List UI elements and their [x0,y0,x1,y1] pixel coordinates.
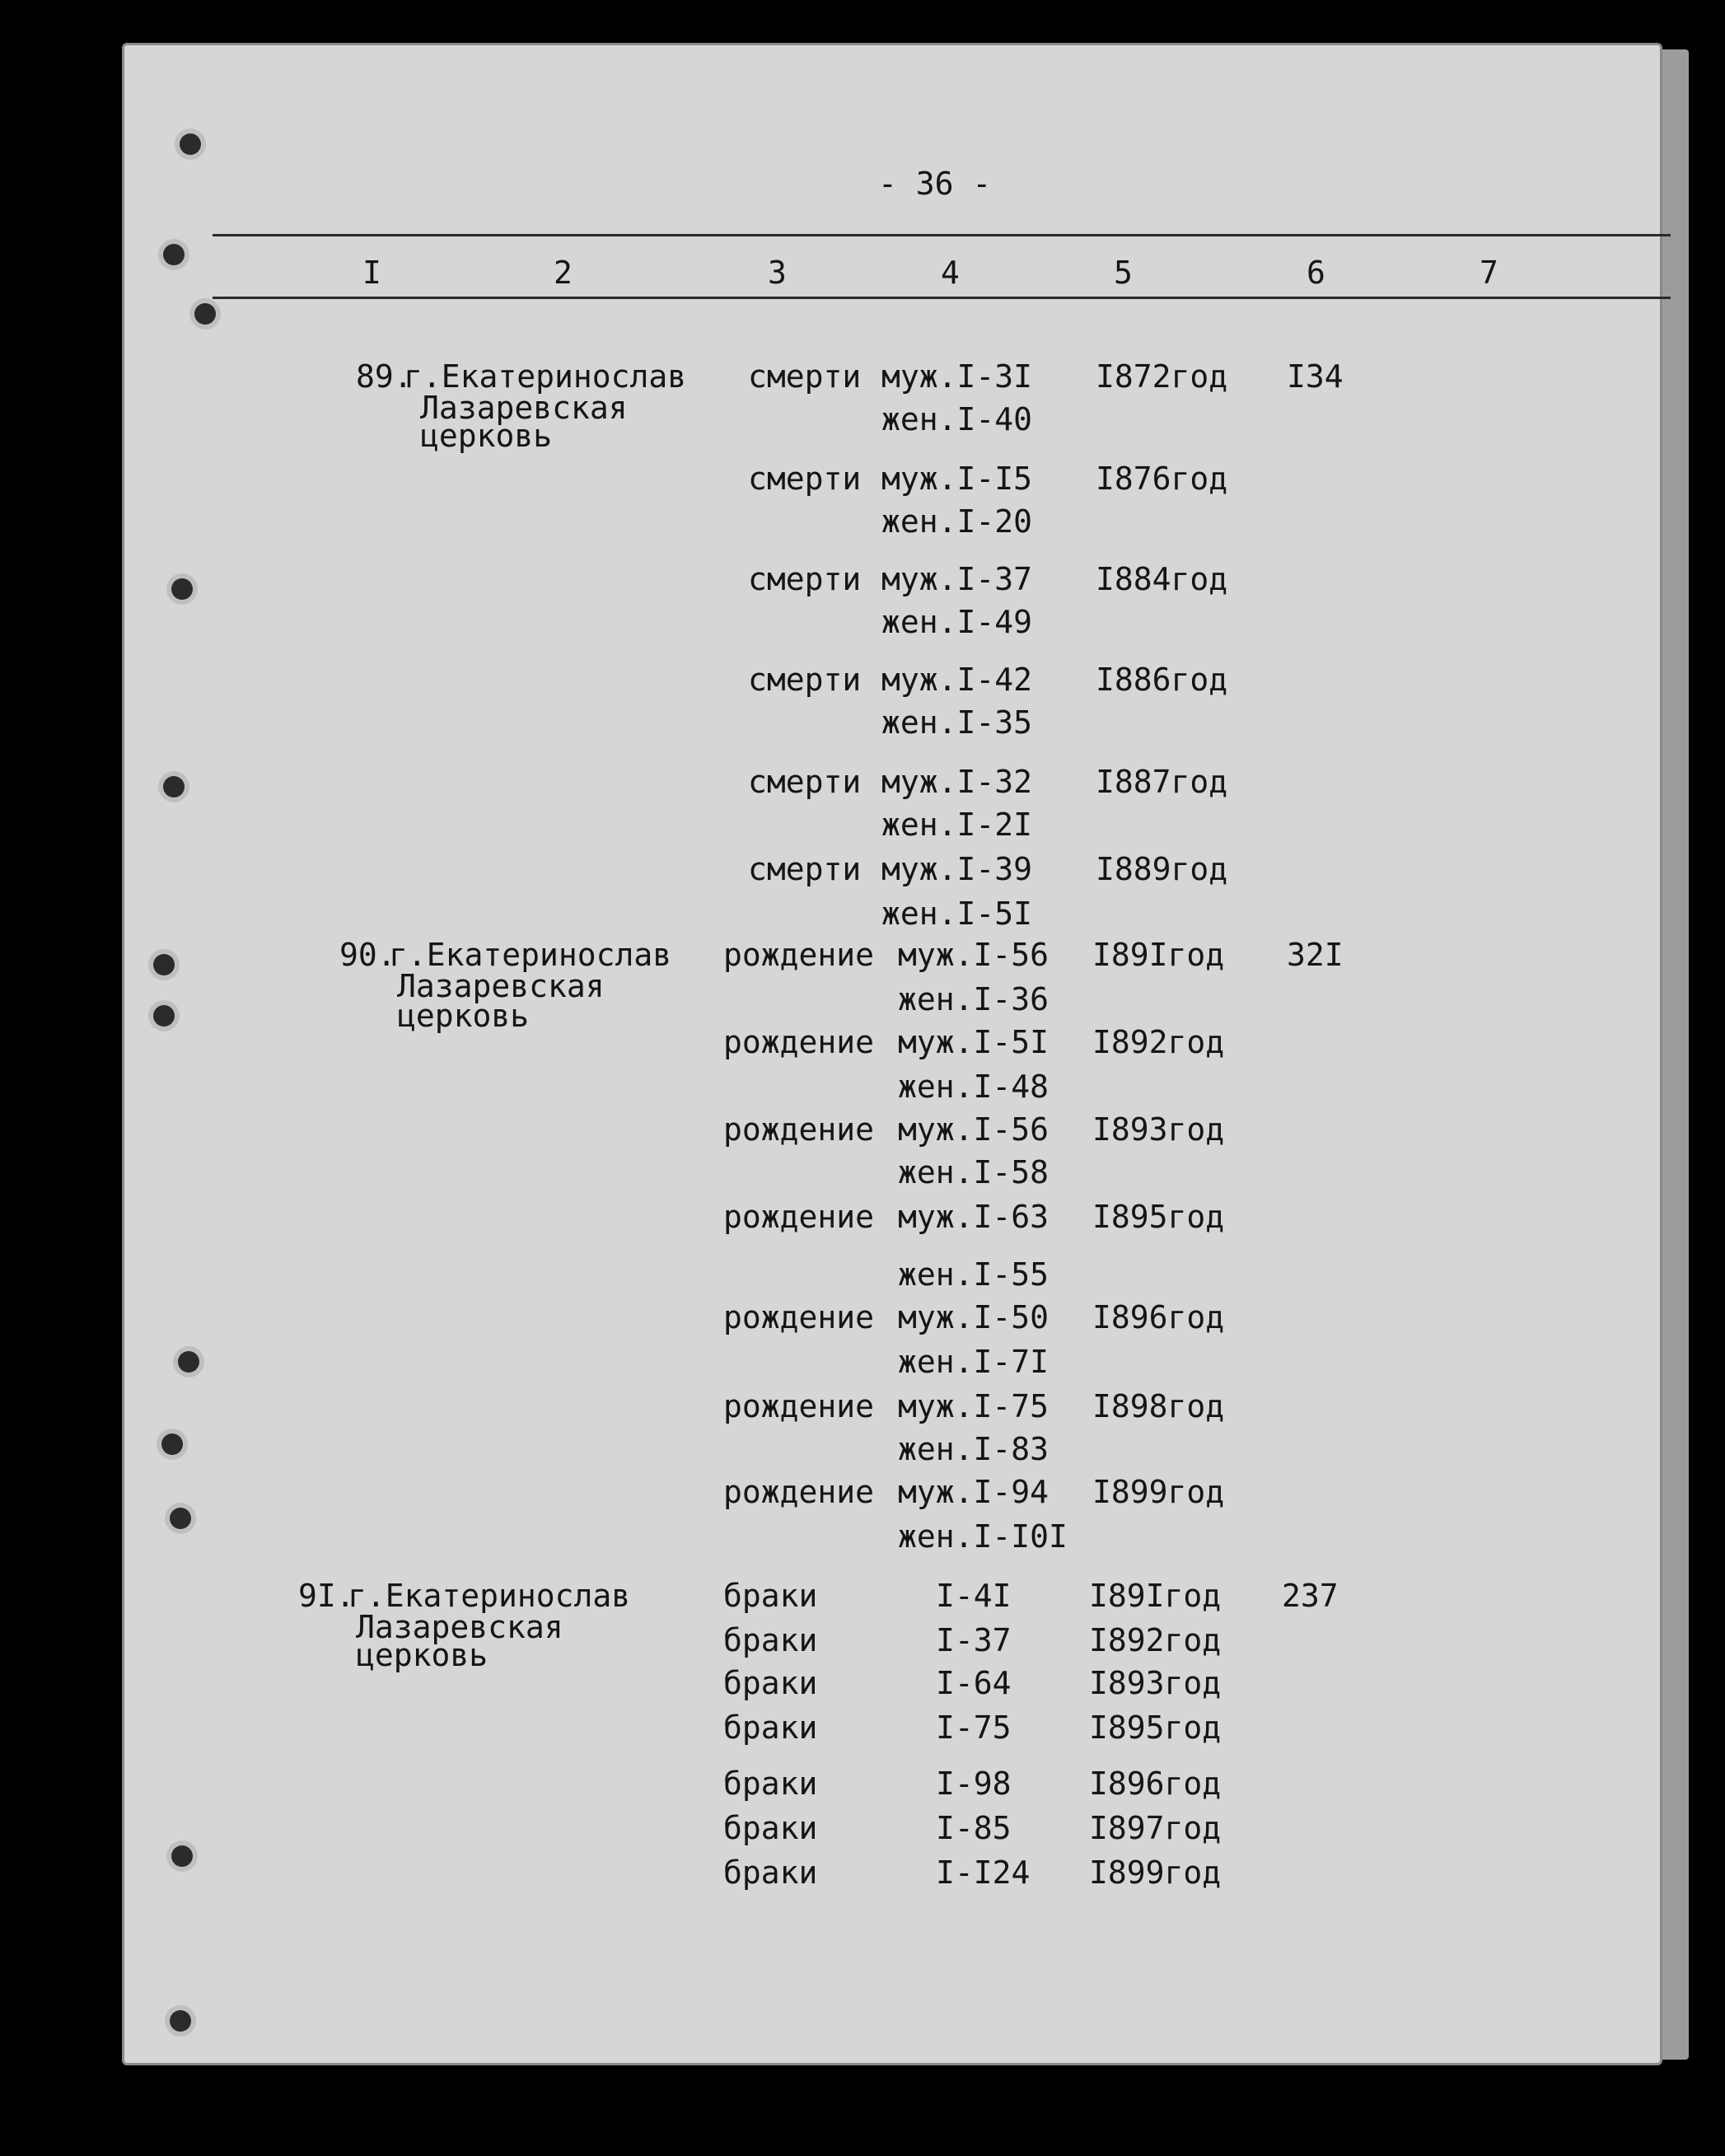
record-type: смерти [748,358,862,395]
record-type: смерти [748,461,862,497]
record-type: браки [723,1854,818,1891]
entry-place-city: г.Екатеринослав [404,358,687,395]
record-type: смерти [748,561,862,597]
record-range: I-4I [936,1578,1012,1614]
entry-place-city: г.Екатеринослав [348,1578,631,1614]
record-female: жен.I-48 [898,1069,1049,1105]
record-year: I899год [1089,1854,1222,1891]
entry-col6: I34 [1287,358,1344,395]
record-type: рождение [723,1199,875,1235]
record-year: I889год [1096,851,1228,887]
record-male: муж.I-75 [898,1388,1049,1424]
record-female: жен.I-20 [881,503,1033,540]
record-male: муж.I-56 [898,937,1049,973]
record-year: I89Iгод [1092,937,1225,973]
punch-hole [163,776,185,797]
entry-place-type: церковь [356,1637,489,1673]
record-type: браки [723,1622,818,1658]
punch-hole [178,1351,199,1373]
record-year: I872год [1096,358,1228,395]
record-year: I89Iгод [1089,1578,1222,1614]
punch-hole [194,303,216,325]
record-type: смерти [748,662,862,698]
record-type: смерти [748,851,862,887]
record-female: жен.I-49 [881,604,1033,640]
entry-col6: 32I [1287,937,1344,973]
header-rule-top [213,234,1671,236]
record-range: I-75 [936,1709,1012,1746]
record-year: I896год [1092,1299,1225,1335]
record-type: рождение [723,1388,875,1424]
column-header-3: 3 [768,255,787,291]
column-header-7: 7 [1480,255,1498,291]
record-type: браки [723,1665,818,1701]
record-male: муж.I-I5 [881,461,1033,497]
record-female: жен.I-36 [898,981,1049,1017]
punch-hole [171,1845,193,1867]
document-page [122,43,1662,2065]
record-range: I-37 [936,1622,1012,1658]
column-header-4: 4 [941,255,960,291]
record-female: жен.I-35 [881,704,1033,741]
page-number: - 36 - [878,166,992,202]
record-female: жен.I-40 [881,401,1033,437]
punch-hole [171,578,193,600]
record-male: муж.I-42 [881,662,1033,698]
record-type: смерти [748,764,862,800]
entry-place-church: Лазаревская [420,390,628,426]
record-type: браки [723,1578,818,1614]
column-header-5: 5 [1114,255,1133,291]
record-type: рождение [723,1024,875,1060]
record-female: жен.I-55 [898,1256,1049,1293]
punch-hole [163,244,185,265]
record-male: муж.I-56 [898,1111,1049,1148]
record-year: I897год [1089,1810,1222,1846]
record-male: муж.I-37 [881,561,1033,597]
record-range: I-98 [936,1765,1012,1802]
record-range: I-85 [936,1810,1012,1846]
record-type: рождение [723,1299,875,1335]
punch-hole [170,1508,191,1529]
record-year: I876год [1096,461,1228,497]
record-male: муж.I-94 [898,1474,1049,1510]
record-year: I892год [1089,1622,1222,1658]
record-male: муж.I-3I [881,358,1033,395]
record-type: браки [723,1709,818,1746]
record-male: муж.I-32 [881,764,1033,800]
record-range: I-64 [936,1665,1012,1701]
record-type: рождение [723,1111,875,1148]
record-year: I886год [1096,662,1228,698]
record-year: I899год [1092,1474,1225,1510]
record-female: жен.I-7I [898,1344,1049,1380]
record-male: муж.I-5I [898,1024,1049,1060]
entry-number: 9I. [298,1578,355,1614]
record-type: рождение [723,1474,875,1510]
record-female: жен.I-2I [881,807,1033,843]
record-year: I893год [1089,1665,1222,1701]
record-year: I898год [1092,1388,1225,1424]
column-header-1: I [362,255,381,291]
record-male: муж.I-63 [898,1199,1049,1235]
record-female: жен.I-83 [898,1431,1049,1467]
entry-number: 89. [356,358,413,395]
column-header-6: 6 [1307,255,1325,291]
punch-hole [170,2010,191,2032]
record-year: I892год [1092,1024,1225,1060]
record-type: браки [723,1765,818,1802]
entry-number: 90. [339,937,396,973]
record-female: жен.I-58 [898,1154,1049,1190]
record-female: жен.I-I0I [898,1518,1068,1555]
entry-place-church: Лазаревская [356,1609,563,1645]
entry-place-type: церковь [420,418,553,454]
entry-col6: 237 [1282,1578,1339,1614]
record-year: I887год [1096,764,1228,800]
record-range: I-I24 [936,1854,1031,1891]
record-male: муж.I-50 [898,1299,1049,1335]
punch-hole [153,1005,175,1027]
record-male: муж.I-39 [881,851,1033,887]
record-year: I893год [1092,1111,1225,1148]
record-year: I895год [1092,1199,1225,1235]
entry-place-type: церковь [397,998,530,1034]
entry-place-city: г.Екатеринослав [389,937,672,973]
punch-hole [180,133,201,155]
column-header-2: 2 [554,255,573,291]
punch-hole [161,1433,183,1455]
entry-place-church: Лазаревская [397,968,605,1004]
record-type: рождение [723,937,875,973]
punch-hole [153,954,175,975]
record-year: I895год [1089,1709,1222,1746]
record-female: жен.I-5I [881,896,1033,932]
record-type: браки [723,1810,818,1846]
record-year: I896год [1089,1765,1222,1802]
header-rule-bottom [213,297,1671,299]
record-year: I884год [1096,561,1228,597]
